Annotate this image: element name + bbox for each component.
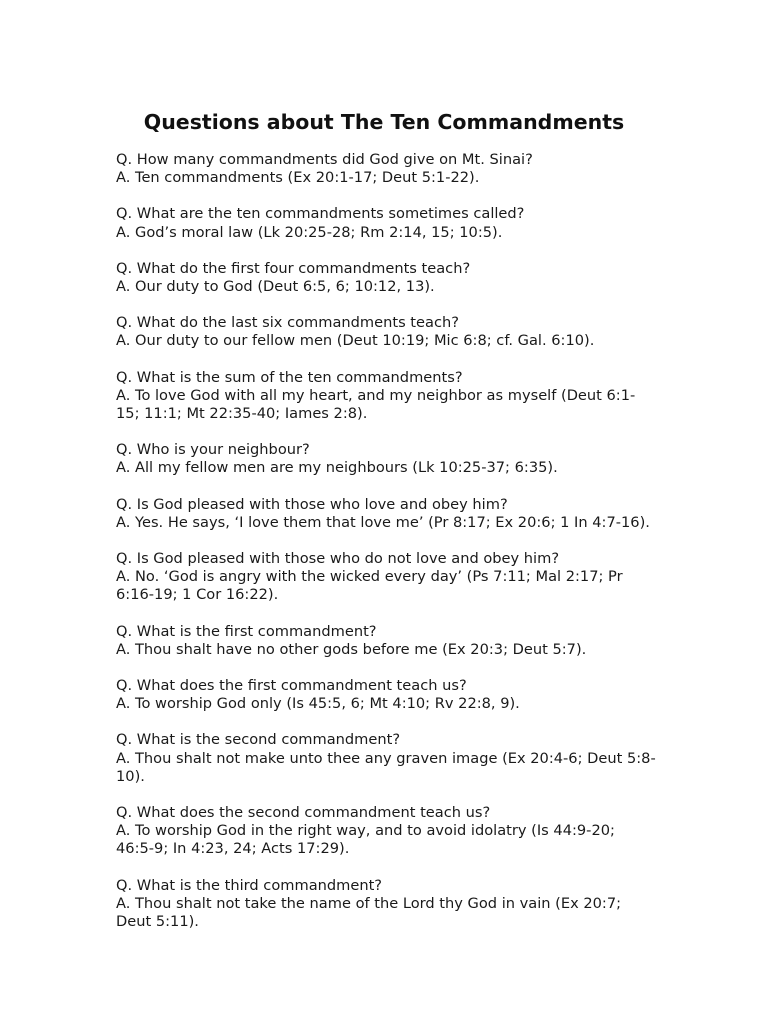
question-text: Q. What is the first commandment? xyxy=(116,622,377,640)
answer-text: A. Yes. He says, ‘I love them that love me’ (Pr 8:17; Ex 20:6; 1 In 4:7-16). xyxy=(116,513,650,531)
answer-text: A. Our duty to our fellow men (Deut 10:19; Mic 6:8; cf. Gal. 6:10). xyxy=(116,332,595,350)
question-text: Q. What do the last six commandments teach? xyxy=(116,314,459,332)
qa-item-12 xyxy=(116,804,656,859)
question-text: Q. How many commandments did God give on Mt. Sinai? xyxy=(116,151,533,168)
question-text: Q. Is God pleased with those who love and obey him? xyxy=(116,495,508,513)
qa-item-6 xyxy=(116,441,656,477)
question-text: Q. What does the second commandment teach us? xyxy=(116,804,491,822)
question-text: Q. What does the first commandment teach us? xyxy=(116,677,467,695)
qa-item-13 xyxy=(116,877,656,932)
document-title: Questions about The Ten Commandments xyxy=(143,110,625,134)
answer-text: A. To worship God in the right way, and to avoid idolatry (Is 44:9-20; 46:5-9; In 4:23, 24; Acts 17:29). xyxy=(116,822,615,858)
answer-text: A. Thou shalt not take the name of the Lord thy God in vain (Ex 20:7; Deut 5:11). xyxy=(116,894,622,931)
question-text: Q. What do the first four commandments teach? xyxy=(116,259,471,277)
qa-item-1 xyxy=(116,151,656,187)
answer-text: A. To love God with all my heart, and my neighbor as myself (Deut 6:1-15; 11:1; Mt 22:35-40; Iames 2:8). xyxy=(116,386,636,423)
question-text: Q. What is the second commandment? xyxy=(116,731,401,749)
qa-item-3 xyxy=(116,260,656,296)
answer-text: A. Thou shalt not make unto thee any graven image (Ex 20:4-6; Deut 5:8-10). xyxy=(116,749,656,785)
answer-text: A. To worship God only (Is 45:5, 6; Mt 4:10; Rv 22:8, 9). xyxy=(116,695,520,713)
answer-text: A. All my fellow men are my neighbours (Lk 10:25-37; 6:35). xyxy=(116,459,558,477)
question-text: Q. What is the third commandment? xyxy=(116,876,383,894)
answer-text: A. God’s moral law (Lk 20:25-28; Rm 2:14, 15; 10:5). xyxy=(116,223,503,241)
qa-item-10 xyxy=(116,677,656,713)
question-text: Q. Who is your neighbour? xyxy=(116,441,310,459)
qa-item-11 xyxy=(116,731,656,786)
qa-item-7 xyxy=(116,496,656,532)
qa-item-2 xyxy=(116,205,656,241)
qa-item-9 xyxy=(116,623,656,659)
answer-text: A. No. ‘God is angry with the wicked every day’ (Ps 7:11; Mal 2:17; Pr 6:16-19; 1 Cor 16:22). xyxy=(116,568,623,604)
qa-list xyxy=(116,151,656,949)
qa-item-5 xyxy=(116,369,656,424)
qa-item-4 xyxy=(116,314,656,350)
question-text: Q. Is God pleased with those who do not love and obey him? xyxy=(116,550,560,568)
answer-text: A. Ten commandments (Ex 20:1-17; Deut 5:1-22). xyxy=(116,169,480,187)
answer-text: A. Thou shalt have no other gods before me (Ex 20:3; Deut 5:7). xyxy=(116,640,587,658)
question-text: Q. What are the ten commandments sometimes called? xyxy=(116,205,525,223)
question-text: Q. What is the sum of the ten commandments? xyxy=(116,368,463,386)
answer-text: A. Our duty to God (Deut 6:5, 6; 10:12, 13). xyxy=(116,278,435,296)
qa-item-8 xyxy=(116,550,656,605)
